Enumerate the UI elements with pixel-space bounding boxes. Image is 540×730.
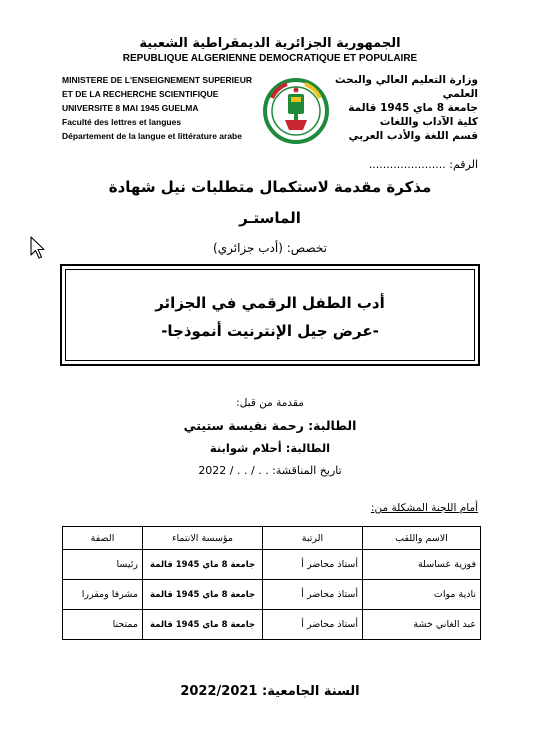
submitted-by-label: مقدمة من قبل: xyxy=(236,397,304,409)
jury-member-rank: أستاذ محاضر أ xyxy=(263,550,363,580)
jury-table-header-row xyxy=(63,527,481,550)
jury-member-role: رئيسا xyxy=(63,550,143,580)
table-row xyxy=(63,580,481,610)
university-seal-icon xyxy=(263,78,329,144)
ministry-line-ar: وزارة التعليم العالي والبحث العلمي xyxy=(335,74,478,100)
column-header: الاسم واللقب xyxy=(363,527,481,550)
jury-member-institution: جامعة 8 ماي 1945 قالمة xyxy=(143,610,263,640)
student-name: الطالبة: رحمة نفيسة ستيتي xyxy=(183,418,357,433)
reference-number: الرقم: ...................... xyxy=(368,158,478,171)
department-line-ar: قسم اللغة والأدب العربي xyxy=(348,130,478,142)
faculty-line-ar: كلية الآداب واللغات xyxy=(379,116,478,128)
jury-member-institution: جامعة 8 ماي 1945 قالمة xyxy=(143,550,263,580)
department-line: Département de la langue et littérature arabe xyxy=(62,131,242,141)
thesis-title-inner-frame xyxy=(65,269,475,361)
defense-date: تاريخ المناقشة: . . / . . / 2022 xyxy=(198,464,342,477)
table-row xyxy=(63,610,481,640)
mouse-pointer-icon xyxy=(30,236,46,260)
jury-member-name: فوزية عساسلة xyxy=(363,550,481,580)
jury-member-institution: جامعة 8 ماي 1945 قالمة xyxy=(143,580,263,610)
table-row xyxy=(63,550,481,580)
republic-french: REPUBLIQUE ALGERIENNE DEMOCRATIQUE ET POPULAIRE xyxy=(122,53,418,64)
memo-statement: مذكرة مقدمة لاستكمال متطلبات نيل شهادة xyxy=(108,178,432,196)
jury-member-name: نادية موات xyxy=(363,580,481,610)
ministry-french-block xyxy=(62,73,282,143)
jury-table xyxy=(62,526,481,640)
thesis-title-main: أدب الطفل الرقمي في الجزائر xyxy=(155,294,385,312)
column-header: الصفة xyxy=(63,527,143,550)
jury-member-rank: أستاذ محاضر أ xyxy=(263,580,363,610)
thesis-title-subtitle: -عرض جيل الإنترنيت أنموذجا- xyxy=(161,322,379,340)
academic-year: السنة الجامعية: 2022/2021 xyxy=(180,684,360,699)
student-name: الطالبة: أحلام شوابنة xyxy=(209,441,331,455)
column-header: الرتبة xyxy=(263,527,363,550)
faculty-line: Faculté des lettres et langues xyxy=(62,117,182,127)
jury-heading: أمام اللجنة المشكلة من: xyxy=(370,502,478,514)
jury-member-role: ممتحنا xyxy=(63,610,143,640)
specialty: تخصص: (أدب جزائري) xyxy=(213,241,327,255)
university-line: UNIVERSITE 8 MAI 1945 GUELMA xyxy=(62,103,199,113)
jury-member-rank: أستاذ محاضر أ xyxy=(263,610,363,640)
thesis-title-frame xyxy=(60,264,480,366)
university-line-ar: جامعة 8 ماي 1945 قالمة xyxy=(348,102,478,114)
republic-arabic: الجمهورية الجزائرية الديمقراطية الشعبية xyxy=(139,36,401,51)
ministry-line: MINISTERE DE L'ENSEIGNEMENT SUPERIEUR xyxy=(62,75,252,85)
jury-member-name: عبد الغاني خشة xyxy=(363,610,481,640)
degree-title: الماستـر xyxy=(239,209,301,227)
column-header: مؤسسة الانتماء xyxy=(143,527,263,550)
ministry-line: ET DE LA RECHERCHE SCIENTIFIQUE xyxy=(62,89,219,99)
jury-member-role: مشرفا ومقررا xyxy=(63,580,143,610)
